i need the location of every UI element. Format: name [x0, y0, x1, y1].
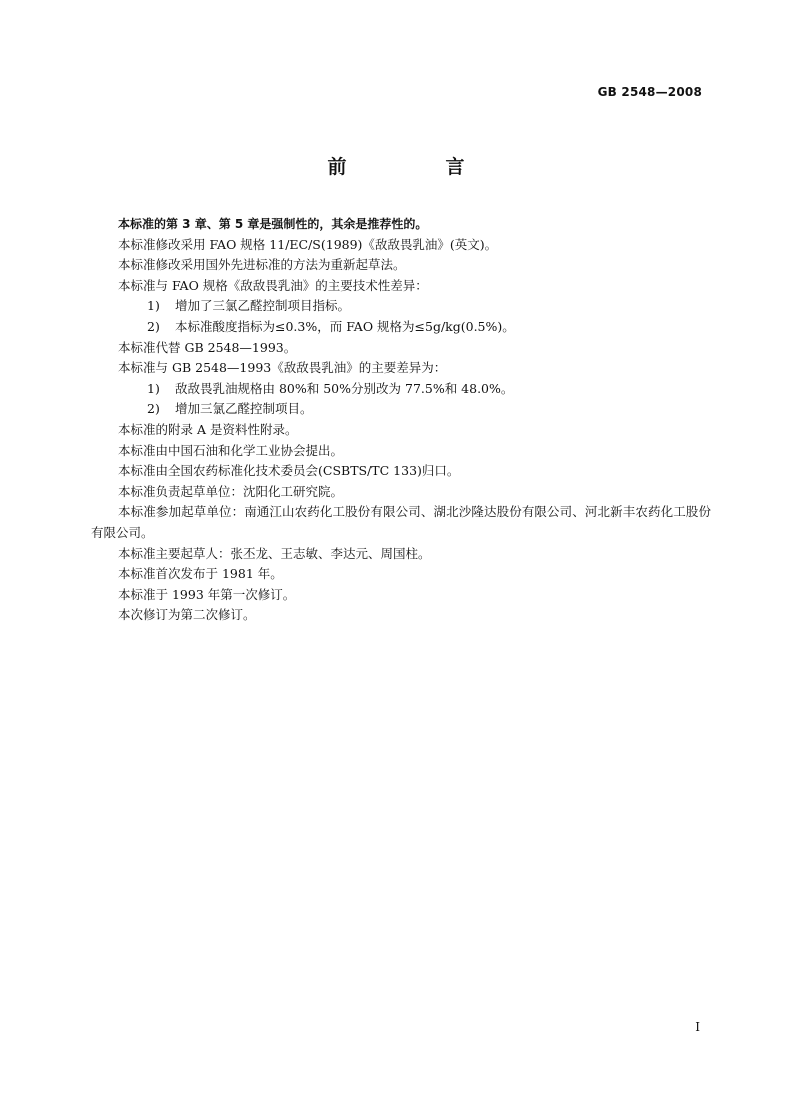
- paragraph-replaces: 本标准代替 GB 2548—1993。: [118, 339, 297, 355]
- paragraph-technical-differences: 本标准与 FAO 规格《敌敌畏乳油》的主要技术性差异：: [118, 277, 428, 293]
- list-item: [91, 379, 711, 400]
- paragraph-mandatory-chapters: 本标准的第 3 章、第 5 章是强制性的，其余是推荐性的。: [118, 217, 428, 231]
- page-title: 前 言: [327, 156, 505, 178]
- list-item: [91, 317, 711, 338]
- list-item-number: 2): [147, 318, 160, 334]
- paragraph-main-drafters: 本标准主要起草人：张丕龙、王志敏、李达元、周国柱。: [118, 545, 431, 561]
- paragraph-appendix: 本标准的附录 A 是资料性附录。: [118, 421, 298, 437]
- paragraph-first-revision: 本标准于 1993 年第一次修订。: [118, 586, 296, 602]
- paragraph-first-published: 本标准首次发布于 1981 年。: [118, 566, 283, 582]
- list-item-text: 敌敌畏乳油规格由 80%和 50%分别改为 77.5%和 48.0%。: [175, 380, 514, 396]
- list-item-text: 增加了三氯乙醛控制项目指标。: [175, 298, 351, 314]
- paragraph-main-differences: 本标准与 GB 2548—1993《敌敌畏乳油》的主要差异为：: [118, 360, 447, 376]
- list-item: [91, 399, 711, 420]
- paragraph-lead-drafter: 本标准负责起草单位：沈阳化工研究院。: [118, 483, 344, 499]
- list-item-text: 增加三氯乙醛控制项目。: [175, 401, 313, 417]
- paragraph-proposer: 本标准由中国石油和化学工业协会提出。: [118, 442, 344, 458]
- paragraph-committee: 本标准由全国农药标准化技术委员会(CSBTS/TC 133)归口。: [118, 463, 460, 479]
- list-item: [91, 296, 711, 317]
- page-number: I: [695, 1020, 700, 1034]
- list-item-number: 1): [147, 380, 160, 396]
- standard-code: GB 2548—2008: [597, 85, 702, 99]
- paragraph-adoption: 本标准修改采用 FAO 规格 11/EC/S(1989)《敌敌畏乳油》(英文)。: [118, 236, 498, 252]
- paragraph-participating-drafters: 本标准参加起草单位：南通江山农药化工股份有限公司、湖北沙隆达股份有限公司、河北新丰农药化工股份有限公司。: [91, 504, 711, 540]
- paragraph-drafting-method: 本标准修改采用国外先进标准的方法为重新起草法。: [118, 257, 406, 273]
- paragraph-current-revision: 本次修订为第二次修订。: [118, 607, 256, 623]
- list-item-number: 2): [147, 401, 160, 417]
- list-item-number: 1): [147, 298, 160, 314]
- list-item-text: 本标准酸度指标为≤0.3%，而 FAO 规格为≤5g/kg(0.5%)。: [175, 318, 515, 334]
- foreword-body: [91, 214, 711, 626]
